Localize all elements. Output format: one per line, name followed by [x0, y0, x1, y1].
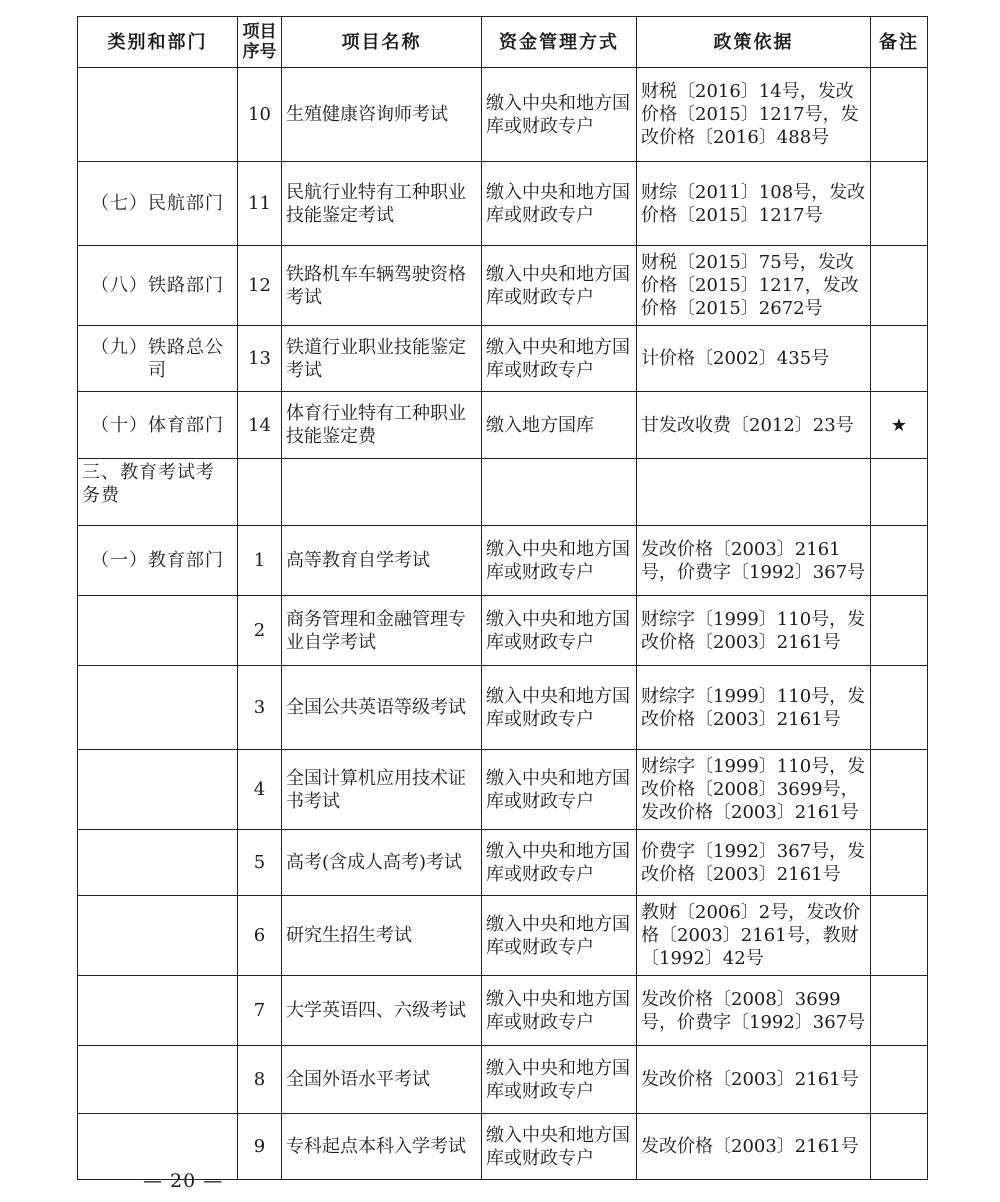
fee-table [77, 16, 928, 1180]
row-seq: 5 [238, 830, 282, 896]
row-category: （八）铁路部门 [78, 246, 238, 326]
row-fund: 缴入中央和地方国库或财政专户 [482, 1046, 637, 1114]
row-seq: 7 [238, 976, 282, 1046]
row-note [871, 68, 928, 162]
row-category [78, 1046, 238, 1114]
row-fund: 缴入中央和地方国库或财政专户 [482, 526, 637, 596]
row-fund: 缴入地方国库 [482, 392, 637, 459]
row-note [871, 976, 928, 1046]
row-note [871, 830, 928, 896]
table-row [78, 162, 928, 246]
row-name [282, 459, 482, 526]
row-fund: 缴入中央和地方国库或财政专户 [482, 830, 637, 896]
row-policy: 财综字〔1999〕110号，发改价格〔2003〕2161号 [637, 666, 871, 750]
row-seq: 13 [238, 326, 282, 392]
row-name: 高考(含成人高考)考试 [282, 830, 482, 896]
row-name: 商务管理和金融管理专业自学考试 [282, 596, 482, 666]
row-category [78, 750, 238, 830]
table-row [78, 976, 928, 1046]
row-category: （九）铁路总公司 [78, 326, 238, 392]
row-note [871, 1046, 928, 1114]
row-category [78, 596, 238, 666]
row-category [78, 976, 238, 1046]
row-policy: 发改价格〔2003〕2161号 [637, 1114, 871, 1180]
table-row [78, 666, 928, 750]
row-note [871, 750, 928, 830]
row-policy: 计价格〔2002〕435号 [637, 326, 871, 392]
row-seq: 9 [238, 1114, 282, 1180]
row-name: 铁道行业职业技能鉴定考试 [282, 326, 482, 392]
row-note [871, 596, 928, 666]
row-policy: 发改价格〔2008〕3699号，价费字〔1992〕367号 [637, 976, 871, 1046]
row-note [871, 1114, 928, 1180]
row-policy [637, 459, 871, 526]
row-fund: 缴入中央和地方国库或财政专户 [482, 1114, 637, 1180]
row-name: 生殖健康咨询师考试 [282, 68, 482, 162]
row-policy: 财综字〔1999〕110号，发改价格〔2008〕3699号，发改价格〔2003〕2161号 [637, 750, 871, 830]
header-policy: 政策依据 [637, 17, 871, 68]
table-row [78, 246, 928, 326]
row-seq: 12 [238, 246, 282, 326]
row-seq: 1 [238, 526, 282, 596]
table-row [78, 750, 928, 830]
row-seq: 6 [238, 896, 282, 976]
row-policy: 教财〔2006〕2号，发改价格〔2003〕2161号，教财〔1992〕42号 [637, 896, 871, 976]
row-fund [482, 459, 637, 526]
row-name: 专科起点本科入学考试 [282, 1114, 482, 1180]
row-seq: 11 [238, 162, 282, 246]
row-policy: 财税〔2016〕14号，发改价格〔2015〕1217号，发改价格〔2016〕488号 [637, 68, 871, 162]
header-seq [238, 17, 282, 68]
row-name: 全国计算机应用技术证书考试 [282, 750, 482, 830]
header-seq-line1: 项目 [242, 22, 277, 42]
table-row [78, 68, 928, 162]
row-fund: 缴入中央和地方国库或财政专户 [482, 68, 637, 162]
row-policy: 价费字〔1992〕367号，发改价格〔2003〕2161号 [637, 830, 871, 896]
row-category [78, 68, 238, 162]
table-row [78, 896, 928, 976]
row-note [871, 326, 928, 392]
row-policy: 甘发改收费〔2012〕23号 [637, 392, 871, 459]
row-fund: 缴入中央和地方国库或财政专户 [482, 896, 637, 976]
header-name: 项目名称 [282, 17, 482, 68]
row-seq: 14 [238, 392, 282, 459]
table-row [78, 459, 928, 526]
row-name: 铁路机车车辆驾驶资格考试 [282, 246, 482, 326]
table-row [78, 392, 928, 459]
table-row [78, 326, 928, 392]
row-note [871, 246, 928, 326]
row-fund: 缴入中央和地方国库或财政专户 [482, 326, 637, 392]
row-category: 三、教育考试考务费 [78, 459, 238, 526]
header-category: 类别和部门 [78, 17, 238, 68]
row-name: 民航行业特有工种职业技能鉴定考试 [282, 162, 482, 246]
row-name: 研究生招生考试 [282, 896, 482, 976]
row-category [78, 830, 238, 896]
table-row [78, 596, 928, 666]
table-row [78, 1046, 928, 1114]
header-fund: 资金管理方式 [482, 17, 637, 68]
row-category [78, 666, 238, 750]
table-row [78, 830, 928, 896]
star-icon: ★ [871, 392, 928, 459]
row-category [78, 896, 238, 976]
row-policy: 发改价格〔2003〕2161号 [637, 1046, 871, 1114]
row-name: 体育行业特有工种职业技能鉴定费 [282, 392, 482, 459]
row-category: （十）体育部门 [78, 392, 238, 459]
row-policy: 发改价格〔2003〕2161号，价费字〔1992〕367号 [637, 526, 871, 596]
row-policy: 财综〔2011〕108号，发改价格〔2015〕1217号 [637, 162, 871, 246]
row-category: （七）民航部门 [78, 162, 238, 246]
row-fund: 缴入中央和地方国库或财政专户 [482, 666, 637, 750]
row-name: 高等教育自学考试 [282, 526, 482, 596]
row-fund: 缴入中央和地方国库或财政专户 [482, 976, 637, 1046]
table-header-row [78, 17, 928, 68]
row-fund: 缴入中央和地方国库或财政专户 [482, 246, 637, 326]
row-seq: 2 [238, 596, 282, 666]
header-seq-line2: 序号 [242, 42, 277, 62]
row-note [871, 896, 928, 976]
row-name: 大学英语四、六级考试 [282, 976, 482, 1046]
row-name: 全国公共英语等级考试 [282, 666, 482, 750]
row-note [871, 666, 928, 750]
row-fund: 缴入中央和地方国库或财政专户 [482, 162, 637, 246]
row-seq: 4 [238, 750, 282, 830]
row-seq: 10 [238, 68, 282, 162]
row-seq: 8 [238, 1046, 282, 1114]
row-fund: 缴入中央和地方国库或财政专户 [482, 596, 637, 666]
row-note [871, 459, 928, 526]
row-fund: 缴入中央和地方国库或财政专户 [482, 750, 637, 830]
page-number: — 20 — [143, 1170, 224, 1192]
row-seq [238, 459, 282, 526]
row-category: （一）教育部门 [78, 526, 238, 596]
row-policy: 财税〔2015〕75号，发改价格〔2015〕1217，发改价格〔2015〕2672号 [637, 246, 871, 326]
header-note: 备注 [871, 17, 928, 68]
row-note [871, 526, 928, 596]
row-name: 全国外语水平考试 [282, 1046, 482, 1114]
row-policy: 财综字〔1999〕110号，发改价格〔2003〕2161号 [637, 596, 871, 666]
row-seq: 3 [238, 666, 282, 750]
row-note [871, 162, 928, 246]
table-row [78, 526, 928, 596]
